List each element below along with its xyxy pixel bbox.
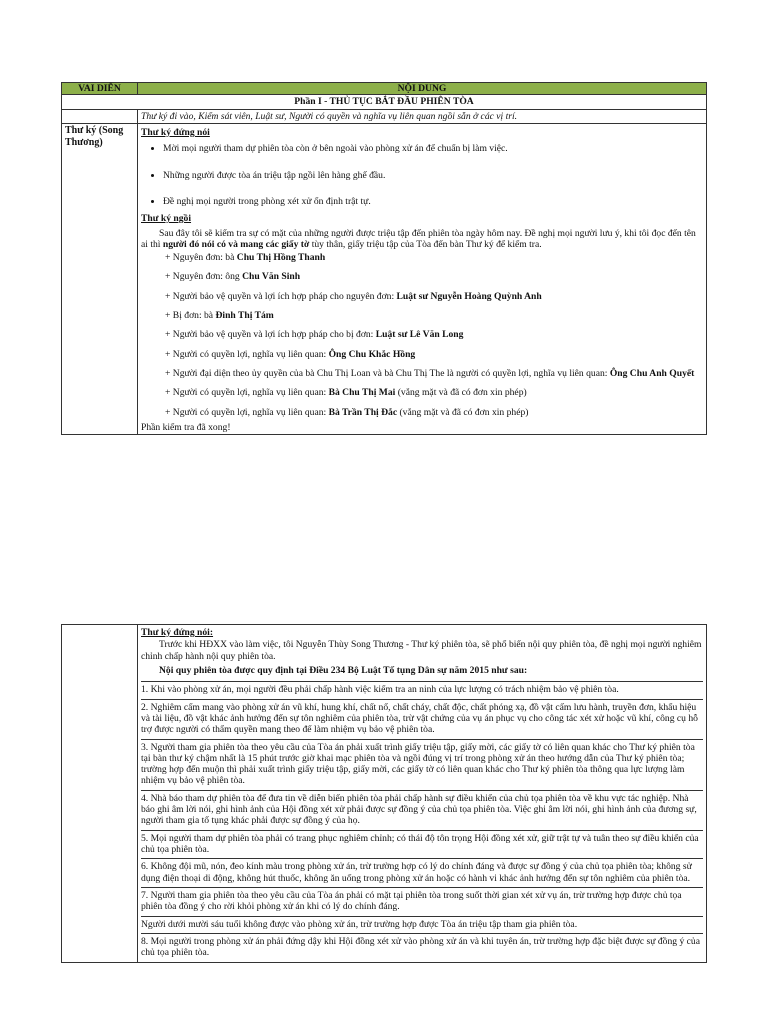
empty-role-cell bbox=[62, 625, 138, 963]
roll-item: + Người có quyền lợi, nghĩa vụ liên quan: Bà Trần Thị Đắc (vắng mặt và đã có đơn xin phép) bbox=[165, 406, 529, 418]
role-cell: Thư ký (Song Thương) bbox=[62, 123, 138, 434]
rule-item: 8. Mọi người trong phòng xử án phải đứng dậy khi Hội đồng xét xử vào phòng xử án và khi tuyên án, trừ trường hợp đặc biệt được sự đồng ý của chủ tọa phiên tòa. bbox=[141, 933, 703, 962]
roll-item: + Người bảo vệ quyền và lợi ích hợp pháp cho nguyên đơn: Luật sư Nguyễn Hoàng Quỳnh Anh bbox=[165, 290, 542, 302]
rules-title: Nội quy phiên tòa được quy định tại Điều 234 Bộ Luật Tố tụng Dân sự năm 2015 như sau: bbox=[159, 664, 528, 676]
roll-item: + Người có quyền lợi, nghĩa vụ liên quan: Ông Chu Khắc Hồng bbox=[165, 348, 416, 360]
roll-item: + Người có quyền lợi, nghĩa vụ liên quan: Bà Chu Thị Mai (vắng mặt và đã có đơn xin phép) bbox=[165, 387, 527, 399]
intro-text: Sau đây tôi sẽ kiểm tra sự có mặt của những người được triệu tập đến phiên tòa ngày hôm nay. Đề nghị mọi người lưu ý, khi tôi đọc đến tên ai thì bbox=[141, 227, 696, 250]
intro-text-end: tùy thân, giấy triệu tập của Tòa đến bàn Thư ký để kiểm tra. bbox=[309, 238, 542, 250]
roll-item: + Nguyên đơn: bà Chu Thị Hồng Thanh bbox=[165, 252, 326, 264]
roll-item: + Người bảo vệ quyền và lợi ích hợp pháp cho bị đơn: Luật sư Lê Văn Long bbox=[165, 329, 464, 341]
bullet-item: • Mời mọi người tham dự phiên tòa còn ở bên ngoài vào phòng xử án để chuẩn bị làm việc. bbox=[163, 143, 703, 154]
rules-intro: Trước khi HĐXX vào làm việc, tôi Nguyễn Thùy Song Thương - Thư ký phiên tòa, sẽ phổ biến nội quy phiên tòa, đề nghị mọi người nghiêm chỉnh chấp hành nội quy phiên tòa. bbox=[141, 639, 702, 662]
check-done: Phần kiểm tra đã xong! bbox=[141, 421, 231, 433]
standing-heading: Thư ký đứng nói bbox=[141, 126, 210, 138]
rule-item: 1. Khi vào phòng xử án, mọi người đều phải chấp hành việc kiểm tra an ninh của lực lượng có trách nhiệm bảo vệ phiên tòa. bbox=[141, 681, 703, 698]
rules-cell bbox=[138, 625, 707, 963]
bullet-list bbox=[141, 143, 703, 207]
script-table-1 bbox=[61, 82, 707, 435]
section-title: Phần I - THỦ TỤC BẮT ĐẦU PHIÊN TÒA bbox=[62, 95, 707, 109]
rules-intro-block bbox=[141, 625, 703, 681]
empty-cell bbox=[62, 109, 138, 123]
rule-item: 5. Mọi người tham dự phiên tòa phải có trang phục nghiêm chỉnh; có thái độ tôn trọng Hội đồng xét xử, giữ trật tự và tuân theo sự điều khiển của chủ tọa phiên tòa. bbox=[141, 830, 703, 859]
header-row bbox=[62, 83, 707, 95]
bullet-item: • Đề nghị mọi người trong phòng xét xử ổn định trật tự. bbox=[163, 196, 703, 207]
rule-item: 3. Người tham gia phiên tòa theo yêu cầu của Tòa án phải xuất trình giấy triệu tập, giấy mời, các giấy tờ có liên quan khác cho Thư ký phiên tòa tại bàn thư ký chậm nhất là 15 phút trước giờ khai mạc phiên tòa và ngồi đúng vị trí trong phòng xử án theo hướng dẫn của Thư ký phiên tòa; trường hợp đến muộn thì phải xuất trình giấy triệu tập, giấy mời, các giấy tờ có liên quan khác cho Thư ký phiên tòa thông qua lực lượng làm nhiệm vụ bảo vệ phiên tòa. bbox=[141, 739, 703, 790]
content-cell bbox=[138, 123, 707, 434]
roll-item: + Bị đơn: bà Đinh Thị Tám bbox=[165, 310, 274, 322]
script-table-2 bbox=[61, 624, 707, 963]
intro-bold: người đó nói có và mang các giấy tờ bbox=[162, 238, 310, 250]
stage-direction: Thư ký đi vào, Kiểm sát viên, Luật sư, Người có quyền và nghĩa vụ liên quan ngồi sẵn ở các vị trí. bbox=[138, 109, 707, 123]
roll-item: + Nguyên đơn: ông Chu Văn Sinh bbox=[165, 271, 301, 283]
rule-item: 4. Nhà báo tham dự phiên tòa để đưa tin về diễn biến phiên tòa phải chấp hành sự điều khiển của chủ tọa phiên tòa về khu vực tác nghiệp. Nhà báo ghi âm lời nói, ghi hình ảnh của Hội đồng xét xử phải được sự đồng ý của chủ tọa phiên tòa. Việc ghi âm lời nói, ghi hình ảnh của đương sự, người tham gia tố tụng khác phải được sự đồng ý của họ. bbox=[141, 790, 703, 830]
rule-item: 7. Người tham gia phiên tòa theo yêu cầu của Tòa án phải có mặt tại phiên tòa trong suốt thời gian xét xử vụ án, trừ trường hợp được chủ tọa phiên tòa đồng ý cho rời khỏi phòng xử án khi có lý do chính đáng. bbox=[141, 887, 703, 916]
rule-item: 2. Nghiêm cấm mang vào phòng xử án vũ khí, hung khí, chất nổ, chất cháy, chất độc, chất phóng xạ, đồ vật cấm lưu hành, truyền đơn, khẩu hiệu và tài liệu, đồ vật khác ảnh hưởng đến sự tôn nghiêm của phiên tòa, trừ vật chứng của vụ án phục vụ cho công tác xét xử hoặc vũ khí, công cụ hỗ trợ được người có thẩm quyền mang theo để làm nhiệm vụ bảo vệ phiên tòa. bbox=[141, 699, 703, 739]
roll-call-intro bbox=[141, 228, 703, 251]
header-content: NỘI DUNG bbox=[138, 83, 707, 95]
rule-item: 6. Không đội mũ, nón, đeo kính màu trong phòng xử án, trừ trường hợp có lý do chính đáng và được sự đồng ý của chủ tọa phiên tòa; không sử dụng điện thoại di động, không hút thuốc, không ăn uống trong phòng xử án hoặc có hành vi khác ảnh hưởng đến sự tôn nghiêm của phiên tòa. bbox=[141, 858, 703, 887]
header-role: VAI DIỄN bbox=[62, 83, 138, 95]
roll-item: + Người đại diện theo ủy quyền của bà Chu Thị Loan và bà Chu Thị The là người có quyền lợi, nghĩa vụ liên quan: Ông Chu Anh Quyết bbox=[165, 368, 695, 379]
bullet-item: • Những người được tòa án triệu tập ngồi lên hàng ghế đầu. bbox=[163, 170, 703, 181]
rule-item: Người dưới mười sáu tuổi không được vào phòng xử án, trừ trường hợp được Tòa án triệu tập tham gia phiên tòa. bbox=[141, 916, 703, 933]
rules-heading: Thư ký đứng nói: bbox=[141, 627, 214, 638]
sitting-heading: Thư ký ngồi bbox=[141, 213, 192, 225]
